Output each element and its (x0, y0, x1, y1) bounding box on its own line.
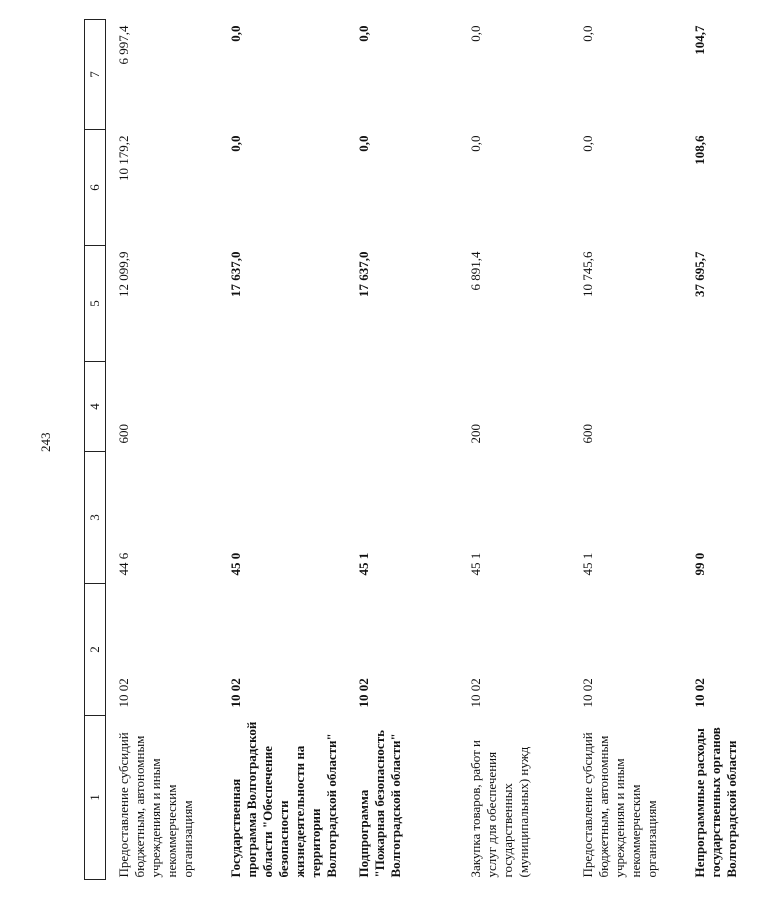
table-header-row (85, 20, 106, 880)
row-program-code: 45 1 (356, 552, 371, 576)
row-name: Закупка товаров, работ и услуг для обеспечения государственных (муниципальных) нужд (468, 740, 531, 878)
row-section-code: 10 02 (468, 678, 483, 708)
row-expense-type: 600 (580, 424, 595, 444)
row-program-code: 45 1 (580, 552, 595, 576)
row-amount-col7: 6 997,4 (116, 25, 131, 65)
table-row (346, 20, 458, 880)
row-name: Предоставление субсидий бюджетным, автономным учреждениям и иным некоммерческим организациям (580, 732, 659, 878)
header-col-7: 7 (85, 20, 106, 130)
header-col-1: 1 (85, 716, 106, 880)
row-amount-col7: 104,7 (692, 25, 707, 55)
row-section-code: 10 02 (692, 678, 707, 708)
row-amount-col7: 0,0 (468, 25, 483, 42)
header-col-2: 2 (85, 584, 106, 716)
row-expense-type (218, 362, 346, 452)
page-number: 243 (38, 432, 53, 452)
row-amount-col7: 0,0 (228, 25, 243, 42)
row-name: Предоставление субсидий бюджетным, автономным учреждениям и иным некоммерческим организациям (116, 732, 195, 878)
row-amount-col6: 0,0 (468, 135, 483, 152)
row-name: Государственная программа Волгоградской области "Обеспечение безопасности жизнедеятельности на территории Волгоградской области" (228, 721, 339, 878)
row-expense-type: 600 (116, 424, 131, 444)
row-amount-col5: 6 891,4 (468, 251, 483, 291)
rotated-page-content (84, 20, 739, 880)
table-row (106, 20, 219, 880)
row-program-code: 45 0 (228, 552, 243, 576)
header-col-4: 4 (85, 362, 106, 452)
row-amount-col5: 17 637,0 (228, 251, 243, 297)
row-section-code: 10 02 (228, 678, 243, 708)
row-expense-type (682, 362, 758, 452)
table-row (458, 20, 570, 880)
row-section-code: 10 02 (580, 678, 595, 708)
row-expense-type: 200 (468, 424, 483, 444)
row-amount-col5: 10 745,6 (580, 251, 595, 297)
header-col-6: 6 (85, 130, 106, 246)
row-section-code: 10 02 (356, 678, 371, 708)
row-program-code: 44 6 (116, 552, 131, 576)
row-amount-col7: 0,0 (580, 25, 595, 42)
row-amount-col6: 0,0 (356, 135, 371, 152)
row-amount-col5: 12 099,9 (116, 251, 131, 297)
row-name: Непрограммные расходы государственных органов Волгоградской области (692, 727, 739, 878)
row-amount-col6: 108,6 (692, 135, 707, 165)
row-program-code: 45 1 (468, 552, 483, 576)
row-amount-col5: 37 695,7 (692, 251, 707, 297)
row-amount-col6: 10 179,2 (116, 135, 131, 181)
budget-table (84, 19, 758, 880)
row-program-code: 99 0 (692, 552, 707, 576)
row-expense-type (346, 362, 458, 452)
row-section-code: 10 02 (116, 678, 131, 708)
row-name: Подпрограмма "Пожарная безопасность Волгоградской области" (356, 730, 403, 878)
row-amount-col6: 0,0 (580, 135, 595, 152)
table-row (682, 20, 758, 880)
header-col-3: 3 (85, 452, 106, 584)
table-row (218, 20, 346, 880)
table-row (570, 20, 682, 880)
row-amount-col7: 0,0 (356, 25, 371, 42)
row-amount-col5: 17 637,0 (356, 251, 371, 297)
header-col-5: 5 (85, 246, 106, 362)
row-amount-col6: 0,0 (228, 135, 243, 152)
